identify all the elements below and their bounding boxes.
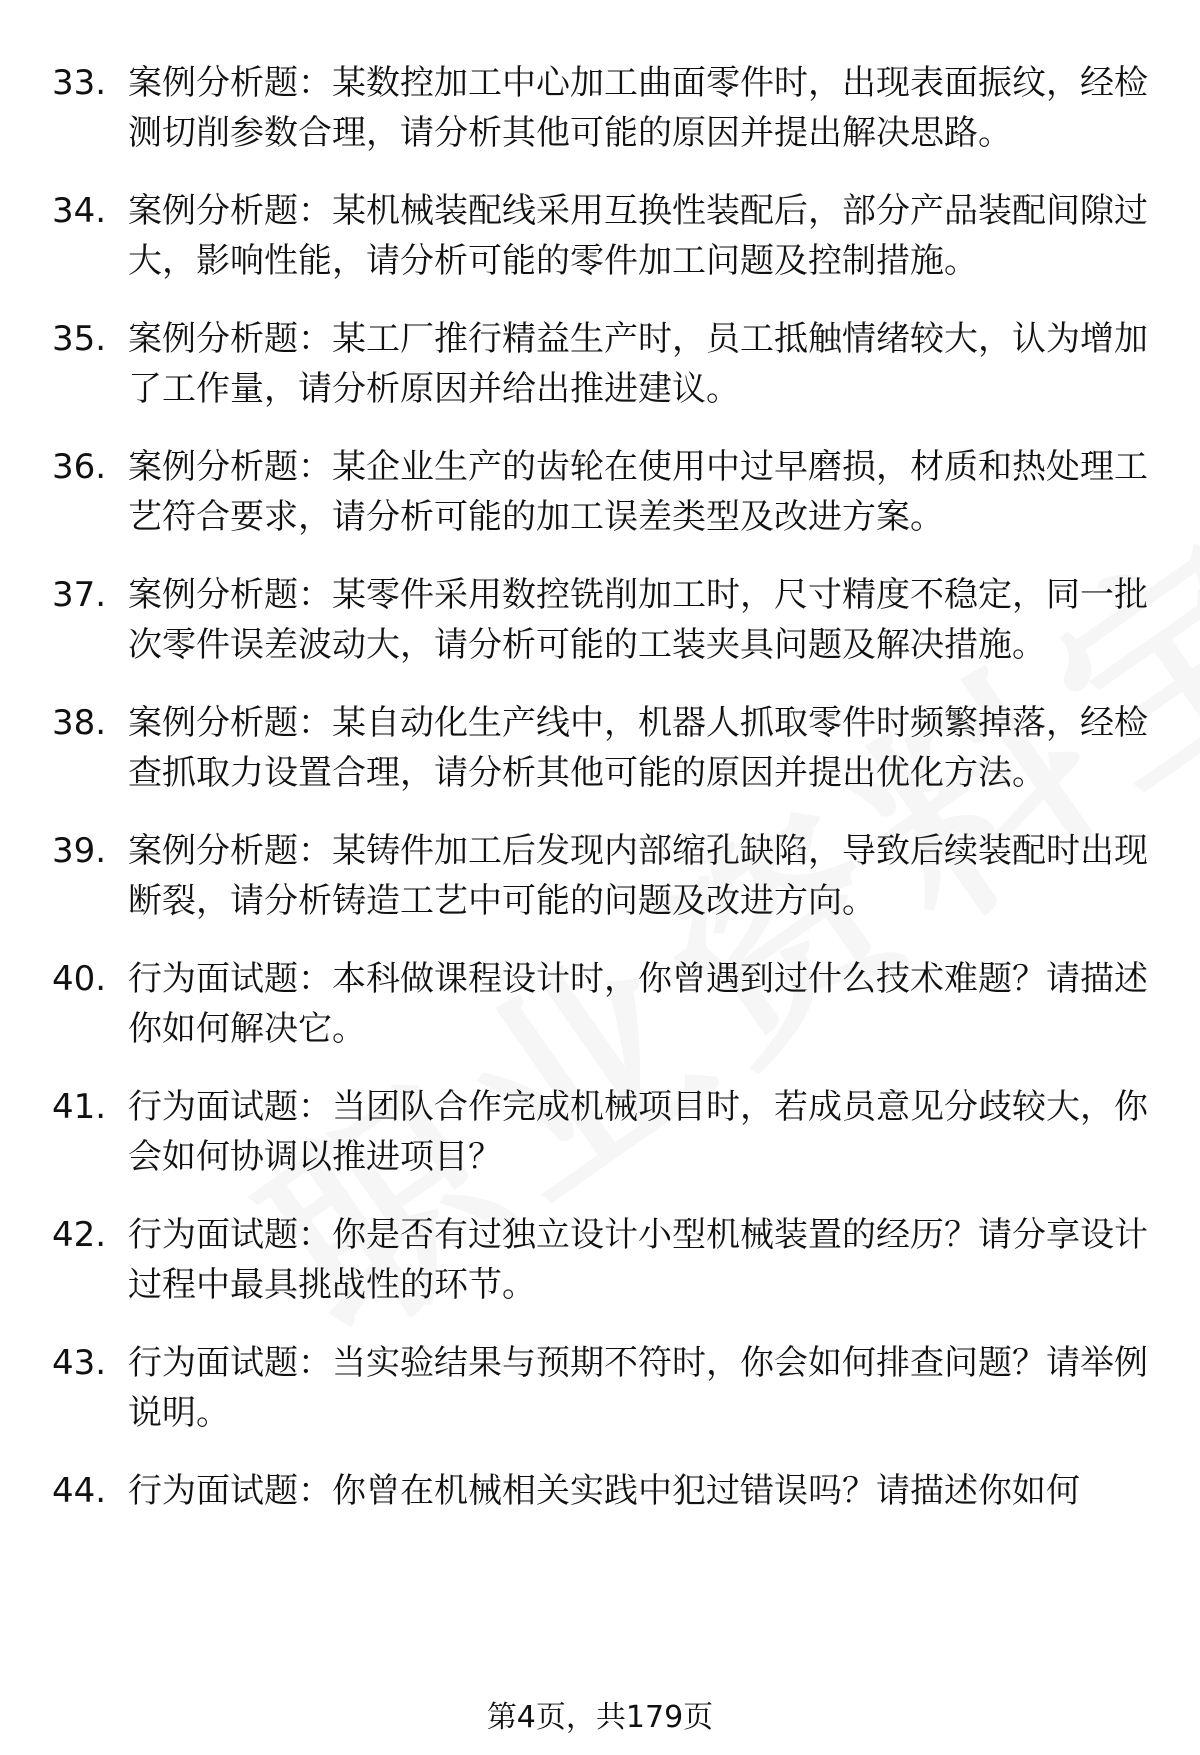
question-text: 行为面试题：你曾在机械相关实践中犯过错误吗？请描述你如何	[128, 1471, 1080, 1511]
question-item	[0, 1082, 1200, 1182]
question-number: 39.	[52, 831, 107, 871]
question-number: 43.	[52, 1343, 107, 1383]
question-text: 案例分析题：某数控加工中心加工曲面零件时，出现表面振纹，经检测切削参数合理，请分析其他可能的原因并提出解决思路。	[128, 63, 1148, 153]
question-text: 案例分析题：某机械装配线采用互换性装配后，部分产品装配间隙过大，影响性能，请分析可能的零件加工问题及控制措施。	[128, 191, 1148, 281]
question-item	[0, 1338, 1200, 1438]
question-text: 行为面试题：当实验结果与预期不符时，你会如何排查问题？请举例说明。	[128, 1343, 1148, 1433]
question-item	[0, 1210, 1200, 1310]
question-item	[0, 314, 1200, 414]
question-text: 行为面试题：本科做课程设计时，你曾遇到过什么技术难题？请描述你如何解决它。	[128, 959, 1148, 1049]
question-item	[0, 954, 1200, 1054]
question-number: 34.	[52, 191, 107, 231]
page-footer: 第4页，共179页	[486, 1700, 714, 1735]
question-text: 案例分析题：某工厂推行精益生产时，员工抵触情绪较大，认为增加了工作量，请分析原因并给出推进建议。	[128, 319, 1148, 409]
question-item	[0, 698, 1200, 798]
question-text: 行为面试题：当团队合作完成机械项目时，若成员意见分歧较大，你会如何协调以推进项目？	[128, 1087, 1148, 1177]
question-number: 42.	[52, 1215, 107, 1255]
question-text: 案例分析题：某铸件加工后发现内部缩孔缺陷，导致后续装配时出现断裂，请分析铸造工艺中可能的问题及改进方向。	[128, 831, 1148, 921]
question-text: 案例分析题：某企业生产的齿轮在使用中过早磨损，材质和热处理工艺符合要求，请分析可能的加工误差类型及改进方案。	[128, 447, 1148, 537]
question-number: 35.	[52, 319, 107, 359]
question-list	[0, 58, 1200, 1544]
question-text: 案例分析题：某零件采用数控铣削加工时，尺寸精度不稳定，同一批次零件误差波动大，请分析可能的工装夹具问题及解决措施。	[128, 575, 1148, 665]
question-item	[0, 442, 1200, 542]
question-number: 38.	[52, 703, 107, 743]
question-item	[0, 58, 1200, 158]
question-item	[0, 1466, 1200, 1516]
question-text: 行为面试题：你是否有过独立设计小型机械装置的经历？请分享设计过程中最具挑战性的环节。	[128, 1215, 1148, 1305]
question-item	[0, 186, 1200, 286]
question-text: 案例分析题：某自动化生产线中，机器人抓取零件时频繁掉落，经检查抓取力设置合理，请分析其他可能的原因并提出优化方法。	[128, 703, 1148, 793]
question-number: 33.	[52, 63, 107, 103]
question-item	[0, 570, 1200, 670]
question-number: 40.	[52, 959, 107, 999]
question-number: 41.	[52, 1087, 107, 1127]
question-number: 44.	[52, 1471, 107, 1511]
question-number: 37.	[52, 575, 107, 615]
question-number: 36.	[52, 447, 107, 487]
question-item	[0, 826, 1200, 926]
